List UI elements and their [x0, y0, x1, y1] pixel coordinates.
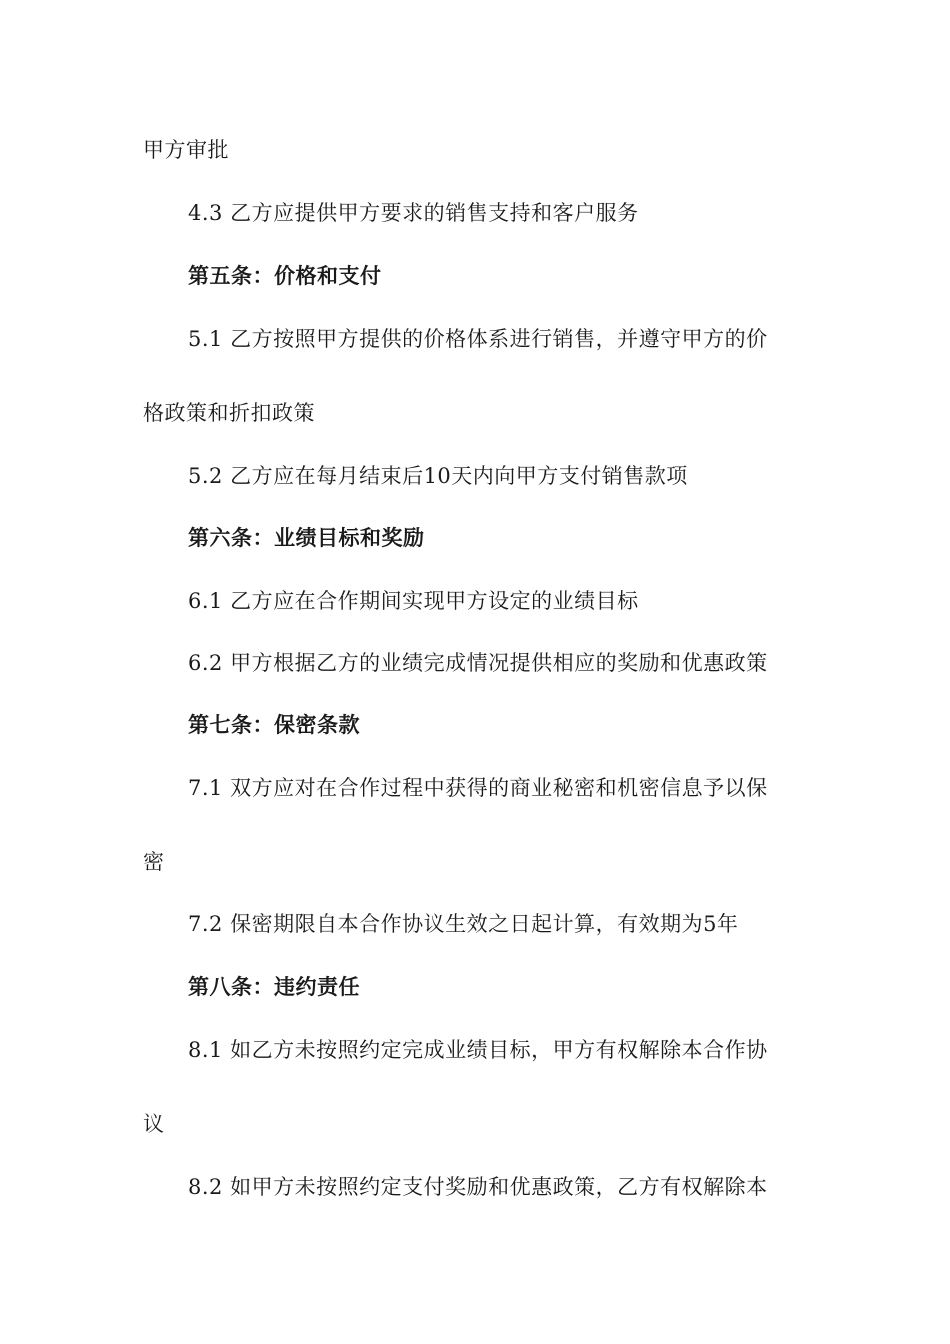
article-7-heading: 第七条：保密条款 [188, 713, 360, 737]
article-5-heading: 第五条：价格和支付 [188, 264, 382, 288]
clause-7-1: 7.1 双方应对在合作过程中获得的商业秘密和机密信息予以保 [188, 776, 768, 800]
clause-8-2: 8.2 如甲方未按照约定支付奖励和优惠政策，乙方有权解除本 [188, 1175, 768, 1199]
article-8-heading: 第八条：违约责任 [188, 975, 360, 999]
clause-8-1-continuation: 议 [143, 1112, 165, 1136]
clause-6-1: 6.1 乙方应在合作期间实现甲方设定的业绩目标 [188, 589, 639, 613]
clause-7-1-continuation: 密 [143, 850, 165, 874]
clause-7-2: 7.2 保密期限自本合作协议生效之日起计算，有效期为5年 [188, 912, 739, 936]
clause-6-2: 6.2 甲方根据乙方的业绩完成情况提供相应的奖励和优惠政策 [188, 651, 768, 675]
paragraph-continuation: 甲方审批 [143, 138, 229, 162]
clause-5-1: 5.1 乙方按照甲方提供的价格体系进行销售，并遵守甲方的价 [188, 327, 768, 351]
article-6-heading: 第六条：业绩目标和奖励 [188, 526, 425, 550]
clause-5-2: 5.2 乙方应在每月结束后10天内向甲方支付销售款项 [188, 464, 688, 488]
clause-4-3: 4.3 乙方应提供甲方要求的销售支持和客户服务 [188, 201, 639, 225]
clause-8-1: 8.1 如乙方未按照约定完成业绩目标，甲方有权解除本合作协 [188, 1038, 768, 1062]
clause-5-1-continuation: 格政策和折扣政策 [143, 401, 315, 425]
